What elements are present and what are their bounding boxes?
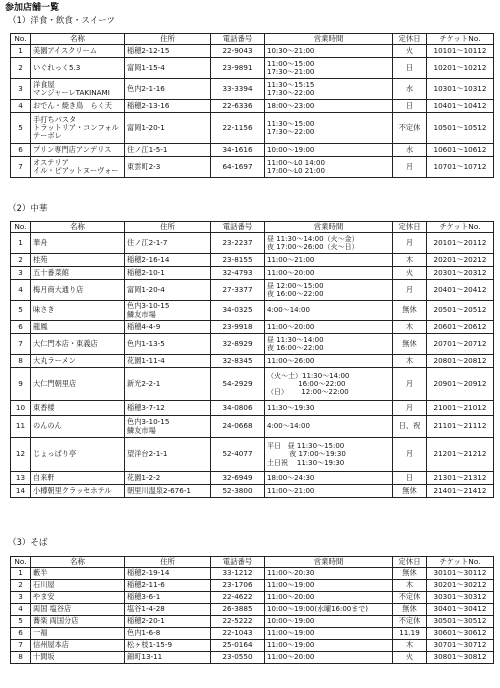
cell-phone: 22-9043 <box>211 45 265 58</box>
cell-hours: 11:00～20:00 <box>265 652 393 664</box>
cell-ticket: 10701～10712 <box>427 157 494 178</box>
cell-no: 2 <box>11 254 31 267</box>
table-row <box>11 233 494 254</box>
column-header-address: 住所 <box>125 557 211 568</box>
cell-ticket: 30801～30812 <box>427 652 494 664</box>
cell-no: 2 <box>11 580 31 592</box>
cell-address: 塩谷1-4-28 <box>125 604 211 616</box>
cell-closed: 月 <box>393 157 427 178</box>
cell-phone: 34-0806 <box>211 401 265 416</box>
cell-closed: 木 <box>393 580 427 592</box>
cell-hours: 11:00～21:00 <box>265 485 393 498</box>
cell-closed: 木 <box>393 640 427 652</box>
cell-ticket: 10301～10312 <box>427 79 494 100</box>
cell-ticket: 21101～21112 <box>427 416 494 438</box>
cell-hours: 11:30～19:30 <box>265 401 393 416</box>
cell-closed: 日、祝 <box>393 416 427 438</box>
cell-hours: 11:00～20:00 <box>265 592 393 604</box>
table-row <box>11 604 494 616</box>
cell-no: 9 <box>11 368 31 401</box>
cell-ticket: 30201～30212 <box>427 580 494 592</box>
cell-no: 5 <box>11 301 31 321</box>
cell-ticket: 30701～30712 <box>427 640 494 652</box>
cell-phone: 24-0668 <box>211 416 265 438</box>
column-header-name: 名称 <box>31 34 125 45</box>
column-header-hours: 営業時間 <box>265 34 393 45</box>
cell-hours: 11:00～15:00 17:30～21:00 <box>265 58 393 79</box>
cell-address: 色内3-10-15 鱗友市場 <box>125 301 211 321</box>
cell-address: 稲穂2-16-14 <box>125 254 211 267</box>
column-header-address: 住所 <box>125 34 211 45</box>
cell-hours: 昼 12:00～15:00 夜 16:00～22:00 <box>265 280 393 301</box>
cell-name: 両国 塩谷店 <box>31 604 125 616</box>
cell-no: 1 <box>11 45 31 58</box>
cell-phone: 23-1706 <box>211 580 265 592</box>
cell-hours: 平日 昼 11:30～15:00 夜 17:00～19:30 土日祝 11:30～19:30 <box>265 438 393 472</box>
cell-address: 稲穂2-11-6 <box>125 580 211 592</box>
cell-no: 8 <box>11 652 31 664</box>
cell-ticket: 21301～21312 <box>427 472 494 485</box>
cell-phone: 22-1043 <box>211 628 265 640</box>
cell-phone: 22-5222 <box>211 616 265 628</box>
cell-no: 4 <box>11 280 31 301</box>
cell-ticket: 30501～30512 <box>427 616 494 628</box>
cell-phone: 27-3377 <box>211 280 265 301</box>
table-row <box>11 472 494 485</box>
cell-ticket: 30101～30112 <box>427 568 494 580</box>
column-header-no: No. <box>11 222 31 233</box>
table-row <box>11 157 494 178</box>
cell-no: 8 <box>11 355 31 368</box>
page-title: 参加店舗一覧 <box>5 3 60 13</box>
cell-name: 龍鳳 <box>31 321 125 334</box>
cell-phone: 52-4077 <box>211 438 265 472</box>
cell-closed: 11.19 <box>393 628 427 640</box>
cell-no: 7 <box>11 334 31 355</box>
cell-no: 5 <box>11 616 31 628</box>
cell-address: 富岡1-15-4 <box>125 58 211 79</box>
cell-no: 3 <box>11 592 31 604</box>
table-row <box>11 401 494 416</box>
cell-address: 住ノ江1-5-1 <box>125 144 211 157</box>
cell-name: 藪半 <box>31 568 125 580</box>
cell-name: 五十番菜館 <box>31 267 125 280</box>
table-row <box>11 301 494 321</box>
table-row <box>11 334 494 355</box>
cell-closed: 日 <box>393 472 427 485</box>
cell-name: 洋食屋 マンジャーレTAKINAMI <box>31 79 125 100</box>
cell-phone: 22-4622 <box>211 592 265 604</box>
cell-closed: 無休 <box>393 604 427 616</box>
cell-hours: 11:30～15:15 17:30～22:00 <box>265 79 393 100</box>
column-header-phone: 電話番号 <box>211 34 265 45</box>
cell-closed: 火 <box>393 652 427 664</box>
column-header-hours: 営業時間 <box>265 557 393 568</box>
cell-name: 石川屋 <box>31 580 125 592</box>
cell-name: 十間坂 <box>31 652 125 664</box>
cell-address: 稲穂4-4-9 <box>125 321 211 334</box>
column-header-no: No. <box>11 557 31 568</box>
cell-hours: 18:00～24:30 <box>265 472 393 485</box>
shop-table <box>10 221 494 498</box>
table-row <box>11 254 494 267</box>
table-row <box>11 616 494 628</box>
table-row <box>11 485 494 498</box>
column-header-closed: 定休日 <box>393 557 427 568</box>
cell-name: 味さき <box>31 301 125 321</box>
table-row <box>11 144 494 157</box>
cell-ticket: 20501～20512 <box>427 301 494 321</box>
cell-hours: 11:00～26:00 <box>265 355 393 368</box>
cell-closed: 水 <box>393 79 427 100</box>
table-header-row <box>11 557 494 568</box>
cell-phone: 23-2237 <box>211 233 265 254</box>
cell-address: 花園1-11-4 <box>125 355 211 368</box>
cell-no: 6 <box>11 321 31 334</box>
column-header-phone: 電話番号 <box>211 557 265 568</box>
section-title: （3）そば <box>8 538 48 548</box>
cell-closed: 日 <box>393 58 427 79</box>
cell-no: 4 <box>11 604 31 616</box>
cell-hours: 11:30～15:00 17:30～22:00 <box>265 113 393 144</box>
table-header-row <box>11 34 494 45</box>
table-row <box>11 652 494 664</box>
cell-name: おでん・焼き鳥 らく天 <box>31 100 125 113</box>
cell-hours: 11:00～19:00 <box>265 640 393 652</box>
cell-phone: 64-1697 <box>211 157 265 178</box>
cell-name: 一福 <box>31 628 125 640</box>
table-row <box>11 368 494 401</box>
cell-hours: 18:00～23:00 <box>265 100 393 113</box>
cell-closed: 木 <box>393 355 427 368</box>
cell-phone: 32-8345 <box>211 355 265 368</box>
cell-address: 稲穂2-20-1 <box>125 616 211 628</box>
cell-closed: 水 <box>393 144 427 157</box>
table-row <box>11 438 494 472</box>
cell-hours: 11:00～20:00 <box>265 321 393 334</box>
cell-address: 色内2-1-16 <box>125 79 211 100</box>
cell-closed: 無休 <box>393 568 427 580</box>
table-row <box>11 640 494 652</box>
table-row <box>11 580 494 592</box>
cell-hours: 11:00～20:00 <box>265 267 393 280</box>
cell-ticket: 30301～30312 <box>427 592 494 604</box>
cell-phone: 52-3800 <box>211 485 265 498</box>
cell-closed: 木 <box>393 321 427 334</box>
cell-no: 7 <box>11 640 31 652</box>
cell-ticket: 10201～10212 <box>427 58 494 79</box>
section-title: （2）中華 <box>8 204 48 214</box>
column-header-name: 名称 <box>31 557 125 568</box>
cell-address: 稲穂2-10-1 <box>125 267 211 280</box>
cell-hours: 10:00～19:00 <box>265 144 393 157</box>
table-row <box>11 113 494 144</box>
cell-phone: 33-1212 <box>211 568 265 580</box>
table-row <box>11 79 494 100</box>
table-row <box>11 280 494 301</box>
cell-ticket: 20201～20212 <box>427 254 494 267</box>
table-row <box>11 416 494 438</box>
table-row <box>11 592 494 604</box>
cell-no: 6 <box>11 628 31 640</box>
cell-closed: 無休 <box>393 485 427 498</box>
cell-address: 色内1-6-8 <box>125 628 211 640</box>
cell-ticket: 20701～20712 <box>427 334 494 355</box>
cell-phone: 23-9891 <box>211 58 265 79</box>
cell-phone: 23-8155 <box>211 254 265 267</box>
cell-phone: 23-0550 <box>211 652 265 664</box>
cell-closed: 不定休 <box>393 113 427 144</box>
cell-closed: 無休 <box>393 334 427 355</box>
column-header-hours: 営業時間 <box>265 222 393 233</box>
cell-closed: 不定休 <box>393 616 427 628</box>
section-title: （1）洋食・飲食・スイーツ <box>8 16 115 26</box>
cell-name: オステリア イル・ピアットヌーヴォー <box>31 157 125 178</box>
cell-ticket: 10601～10612 <box>427 144 494 157</box>
cell-ticket: 20401～20412 <box>427 280 494 301</box>
cell-hours: 10:00～19:00(水曜16:00まで) <box>265 604 393 616</box>
cell-name: 自来軒 <box>31 472 125 485</box>
column-header-closed: 定休日 <box>393 34 427 45</box>
cell-name: 大仁門本店・東義店 <box>31 334 125 355</box>
cell-hours: 11:00～19:00 <box>265 628 393 640</box>
cell-address: 稲穂3-6-1 <box>125 592 211 604</box>
cell-name: 信州屋本店 <box>31 640 125 652</box>
cell-hours: 4:00～14:00 <box>265 416 393 438</box>
cell-ticket: 10501～10512 <box>427 113 494 144</box>
cell-ticket: 10401～10412 <box>427 100 494 113</box>
cell-name: やま安 <box>31 592 125 604</box>
cell-name: いぐれっく5.3 <box>31 58 125 79</box>
column-header-ticket: チケットNo. <box>427 557 494 568</box>
cell-phone: 54-2929 <box>211 368 265 401</box>
cell-address: 松ヶ枝1-15-9 <box>125 640 211 652</box>
cell-address: 富岡1-20-4 <box>125 280 211 301</box>
cell-closed: 火 <box>393 45 427 58</box>
cell-address: 稲穂3-7-12 <box>125 401 211 416</box>
cell-address: 東雲町2-3 <box>125 157 211 178</box>
cell-name: 大丸ラーメン <box>31 355 125 368</box>
table-row <box>11 45 494 58</box>
cell-ticket: 20601～20612 <box>427 321 494 334</box>
cell-phone: 22-6336 <box>211 100 265 113</box>
cell-ticket: 21401～21412 <box>427 485 494 498</box>
column-header-ticket: チケットNo. <box>427 222 494 233</box>
cell-closed: 木 <box>393 254 427 267</box>
cell-phone: 34-0325 <box>211 301 265 321</box>
cell-no: 12 <box>11 438 31 472</box>
cell-hours: 11:00～21:00 <box>265 254 393 267</box>
cell-hours: （火～土）11:30～14:00 16:00～22:00 （日） 12:00～22:00 <box>265 368 393 401</box>
cell-no: 1 <box>11 233 31 254</box>
table-header-row <box>11 222 494 233</box>
cell-phone: 23-9918 <box>211 321 265 334</box>
table-row <box>11 100 494 113</box>
cell-hours: 11:00～L0 14:00 17:00～L0 21:00 <box>265 157 393 178</box>
cell-no: 11 <box>11 416 31 438</box>
table-row <box>11 58 494 79</box>
cell-hours: 11:00～19:00 <box>265 580 393 592</box>
cell-ticket: 30401～30412 <box>427 604 494 616</box>
shop-table <box>10 33 494 178</box>
cell-name: 華舟 <box>31 233 125 254</box>
cell-address: 富岡1-20-1 <box>125 113 211 144</box>
cell-no: 13 <box>11 472 31 485</box>
cell-address: 色内1-13-5 <box>125 334 211 355</box>
cell-ticket: 21001～21012 <box>427 401 494 416</box>
column-header-phone: 電話番号 <box>211 222 265 233</box>
cell-phone: 25-0164 <box>211 640 265 652</box>
cell-name: 美園アイスクリーム <box>31 45 125 58</box>
cell-phone: 32-4793 <box>211 267 265 280</box>
column-header-address: 住所 <box>125 222 211 233</box>
cell-closed: 火 <box>393 267 427 280</box>
cell-closed: 月 <box>393 401 427 416</box>
cell-phone: 26-3885 <box>211 604 265 616</box>
cell-address: 住ノ江2-1-7 <box>125 233 211 254</box>
cell-address: 稲穂2-19-14 <box>125 568 211 580</box>
cell-ticket: 30601～30612 <box>427 628 494 640</box>
cell-no: 1 <box>11 568 31 580</box>
cell-closed: 無休 <box>393 301 427 321</box>
cell-address: 望洋台2-1-1 <box>125 438 211 472</box>
cell-ticket: 20301～20312 <box>427 267 494 280</box>
cell-phone: 22-1156 <box>211 113 265 144</box>
table-row <box>11 628 494 640</box>
column-header-closed: 定休日 <box>393 222 427 233</box>
cell-no: 10 <box>11 401 31 416</box>
cell-hours: 11:00～20:30 <box>265 568 393 580</box>
table-row <box>11 568 494 580</box>
cell-name: 大仁門朝里店 <box>31 368 125 401</box>
cell-ticket: 10101～10112 <box>427 45 494 58</box>
cell-ticket: 20801～20812 <box>427 355 494 368</box>
table-row <box>11 355 494 368</box>
cell-name: 蕎楽 両国分店 <box>31 616 125 628</box>
cell-no: 6 <box>11 144 31 157</box>
cell-name: 桂苑 <box>31 254 125 267</box>
cell-hours: 10:30～21:00 <box>265 45 393 58</box>
cell-closed: 月 <box>393 368 427 401</box>
table-row <box>11 267 494 280</box>
shop-table <box>10 556 494 664</box>
cell-no: 2 <box>11 58 31 79</box>
cell-hours: 4:00～14:00 <box>265 301 393 321</box>
cell-ticket: 20901～20912 <box>427 368 494 401</box>
cell-no: 5 <box>11 113 31 144</box>
cell-ticket: 21201～21212 <box>427 438 494 472</box>
column-header-no: No. <box>11 34 31 45</box>
cell-address: 花園1-2-2 <box>125 472 211 485</box>
cell-address: 色内3-10-15 鱗友市場 <box>125 416 211 438</box>
column-header-name: 名称 <box>31 222 125 233</box>
cell-address: 新光2-2-1 <box>125 368 211 401</box>
cell-closed: 月 <box>393 438 427 472</box>
cell-address: 朝里川温泉2-676-1 <box>125 485 211 498</box>
cell-name: 東香楼 <box>31 401 125 416</box>
cell-phone: 32-6949 <box>211 472 265 485</box>
cell-closed: 日 <box>393 100 427 113</box>
cell-phone: 34-1616 <box>211 144 265 157</box>
cell-closed: 不定休 <box>393 592 427 604</box>
cell-hours: 昼 11:30～14:00 夜 16:00～22:00 <box>265 334 393 355</box>
cell-no: 3 <box>11 267 31 280</box>
cell-address: 錦町13-11 <box>125 652 211 664</box>
cell-hours: 10:00～19:00 <box>265 616 393 628</box>
table-row <box>11 321 494 334</box>
cell-address: 稲穂2-12-15 <box>125 45 211 58</box>
cell-name: 手打ちパスタ トラットリア・コンフォル テーボレ <box>31 113 125 144</box>
cell-no: 4 <box>11 100 31 113</box>
cell-closed: 月 <box>393 280 427 301</box>
cell-name: のんのん <box>31 416 125 438</box>
cell-ticket: 20101～20112 <box>427 233 494 254</box>
cell-address: 稲穂2-13-16 <box>125 100 211 113</box>
cell-no: 14 <box>11 485 31 498</box>
cell-closed: 月 <box>393 233 427 254</box>
cell-name: プリン専門店アンデリス <box>31 144 125 157</box>
cell-phone: 33-3394 <box>211 79 265 100</box>
cell-name: じょっぱり亭 <box>31 438 125 472</box>
cell-no: 7 <box>11 157 31 178</box>
cell-name: 梅月商大通り店 <box>31 280 125 301</box>
cell-no: 3 <box>11 79 31 100</box>
cell-phone: 32-8929 <box>211 334 265 355</box>
cell-hours: 昼 11:30～14:00（火～金） 夜 17:00～26:00（火～日） <box>265 233 393 254</box>
column-header-ticket: チケットNo. <box>427 34 494 45</box>
cell-name: 小樽朝里クラッセホテル <box>31 485 125 498</box>
